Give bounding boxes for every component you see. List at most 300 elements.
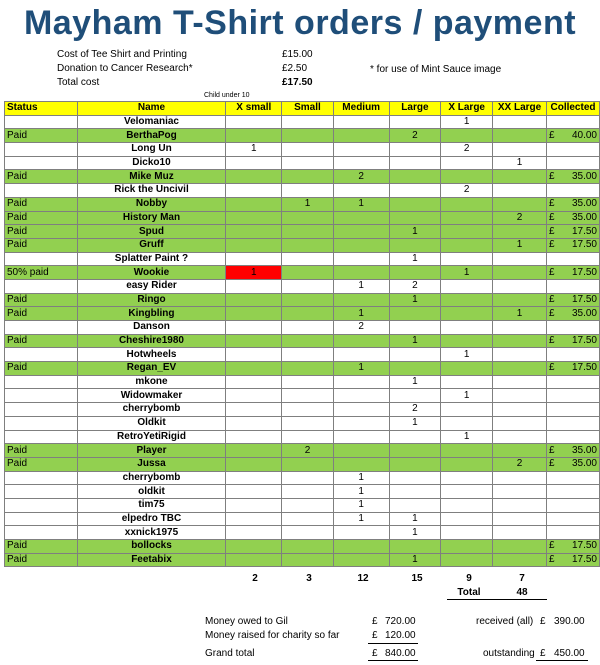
qty-cell-m <box>333 266 389 280</box>
qty-cell-m <box>333 252 389 266</box>
qty-cell-l: 2 <box>389 129 441 143</box>
qty-cell-xl: 1 <box>441 348 493 362</box>
qty-cell-xs <box>226 553 282 567</box>
qty-cell-s: 1 <box>282 197 334 211</box>
collected-cell <box>546 238 599 252</box>
header-medium: Medium <box>333 102 389 116</box>
collected-currency: £ <box>548 239 555 251</box>
qty-cell-xl <box>441 279 493 293</box>
qty-cell-xxl <box>493 115 547 129</box>
qty-cell-l: 1 <box>389 225 441 239</box>
collected-cell <box>546 115 599 129</box>
column-total-xxl: 7 <box>519 573 525 584</box>
qty-cell-m <box>333 293 389 307</box>
qty-cell-xxl <box>493 252 547 266</box>
qty-cell-s <box>282 115 334 129</box>
header-xxlarge: XX Large <box>493 102 547 116</box>
name-cell: Dicko10 <box>77 156 226 170</box>
qty-cell-l <box>389 540 441 554</box>
qty-cell-xxl <box>493 375 547 389</box>
name-cell: History Man <box>77 211 226 225</box>
subtotal-rule <box>368 643 418 644</box>
qty-cell-m <box>333 375 389 389</box>
qty-cell-xs <box>226 279 282 293</box>
status-cell: Paid <box>5 197 78 211</box>
collected-cell <box>546 293 599 307</box>
status-cell <box>5 279 78 293</box>
qty-cell-s <box>282 266 334 280</box>
table-row <box>5 471 600 485</box>
table-row <box>5 375 600 389</box>
footnote: * for use of Mint Sauce image <box>370 64 502 75</box>
qty-cell-m <box>333 156 389 170</box>
collected-currency: £ <box>548 198 555 210</box>
collected-cell <box>546 197 599 211</box>
qty-cell-xs <box>226 389 282 403</box>
qty-cell-s <box>282 334 334 348</box>
collected-cell <box>546 389 599 403</box>
table-row <box>5 184 600 198</box>
collected-cell <box>546 184 599 198</box>
qty-cell-s <box>282 526 334 540</box>
table-row <box>5 553 600 567</box>
qty-cell-m <box>333 540 389 554</box>
collected-value: 17.50 <box>571 266 597 278</box>
qty-cell-s <box>282 375 334 389</box>
name-cell: Jussa <box>77 457 226 471</box>
qty-cell-l: 1 <box>389 416 441 430</box>
table-row <box>5 252 600 266</box>
qty-cell-xxl <box>493 416 547 430</box>
qty-cell-m: 1 <box>333 362 389 376</box>
name-cell: Danson <box>77 321 226 335</box>
qty-cell-xs <box>226 115 282 129</box>
qty-cell-l <box>389 197 441 211</box>
name-cell: xxnick1975 <box>77 526 226 540</box>
table-row <box>5 143 600 157</box>
qty-cell-m <box>333 457 389 471</box>
owed-value: 720.00 <box>385 616 416 627</box>
cost-value-total: £17.50 <box>282 77 313 88</box>
qty-cell-xl <box>441 444 493 458</box>
collected-value: 17.50 <box>571 362 597 374</box>
collected-value: 35.00 <box>571 458 597 470</box>
cost-label-donation: Donation to Cancer Research* <box>57 63 193 74</box>
owed-label: Money owed to Gil <box>205 616 288 627</box>
qty-cell-s <box>282 389 334 403</box>
qty-cell-m <box>333 553 389 567</box>
grand-value: 840.00 <box>385 648 416 659</box>
qty-cell-l <box>389 485 441 499</box>
qty-cell-m: 1 <box>333 197 389 211</box>
qty-cell-m <box>333 115 389 129</box>
qty-cell-m: 1 <box>333 471 389 485</box>
status-cell: Paid <box>5 225 78 239</box>
qty-cell-xs <box>226 375 282 389</box>
qty-cell-xxl <box>493 485 547 499</box>
collected-cell <box>546 321 599 335</box>
qty-cell-xs <box>226 129 282 143</box>
qty-cell-m: 1 <box>333 498 389 512</box>
qty-cell-xl <box>441 553 493 567</box>
qty-cell-xl <box>441 498 493 512</box>
qty-cell-xs <box>226 156 282 170</box>
table-row <box>5 485 600 499</box>
qty-cell-xxl <box>493 444 547 458</box>
qty-cell-l: 1 <box>389 512 441 526</box>
status-cell <box>5 375 78 389</box>
qty-cell-xl <box>441 403 493 417</box>
status-cell <box>5 252 78 266</box>
table-row <box>5 129 600 143</box>
collected-currency: £ <box>548 266 555 278</box>
qty-cell-xxl <box>493 266 547 280</box>
cost-label-shirt: Cost of Tee Shirt and Printing <box>57 49 187 60</box>
received-currency: £ <box>540 616 546 627</box>
name-cell: Long Un <box>77 143 226 157</box>
table-row <box>5 389 600 403</box>
qty-cell-xs <box>226 321 282 335</box>
name-cell: Nobby <box>77 197 226 211</box>
status-cell <box>5 156 78 170</box>
name-cell: Oldkit <box>77 416 226 430</box>
collected-value: 17.50 <box>571 293 597 305</box>
received-label: received (all) <box>476 616 534 627</box>
qty-cell-xxl <box>493 430 547 444</box>
collected-cell <box>546 266 599 280</box>
status-cell: Paid <box>5 238 78 252</box>
collected-value: 17.50 <box>571 239 597 251</box>
qty-cell-xl <box>441 225 493 239</box>
qty-cell-xs <box>226 540 282 554</box>
qty-cell-xxl <box>493 225 547 239</box>
qty-cell-xxl <box>493 348 547 362</box>
qty-cell-xxl <box>493 321 547 335</box>
qty-cell-xl <box>441 238 493 252</box>
qty-cell-s <box>282 293 334 307</box>
qty-cell-xxl: 2 <box>493 211 547 225</box>
name-cell: Velomaniac <box>77 115 226 129</box>
page-title: Mayham T-Shirt orders / payment <box>23 4 577 42</box>
collected-cell <box>546 129 599 143</box>
qty-cell-xs <box>226 252 282 266</box>
status-cell: 50% paid <box>5 266 78 280</box>
qty-cell-m <box>333 430 389 444</box>
collected-cell <box>546 430 599 444</box>
status-cell: Paid <box>5 211 78 225</box>
qty-cell-s <box>282 553 334 567</box>
collected-currency: £ <box>548 540 555 552</box>
qty-cell-xl <box>441 307 493 321</box>
name-cell: BerthaPog <box>77 129 226 143</box>
qty-cell-l <box>389 348 441 362</box>
table-row <box>5 238 600 252</box>
collected-value: 17.50 <box>571 540 597 552</box>
qty-cell-l: 1 <box>389 252 441 266</box>
qty-cell-xxl <box>493 553 547 567</box>
name-cell: Splatter Paint ? <box>77 252 226 266</box>
qty-cell-s <box>282 129 334 143</box>
table-row <box>5 279 600 293</box>
qty-cell-xl <box>441 485 493 499</box>
collected-currency: £ <box>548 307 555 319</box>
qty-cell-xl <box>441 252 493 266</box>
qty-cell-m <box>333 416 389 430</box>
qty-cell-s <box>282 321 334 335</box>
status-cell <box>5 389 78 403</box>
qty-cell-xxl <box>493 279 547 293</box>
name-cell: RetroYetiRigid <box>77 430 226 444</box>
qty-cell-s <box>282 211 334 225</box>
qty-cell-l <box>389 362 441 376</box>
status-cell: Paid <box>5 540 78 554</box>
qty-cell-xl: 1 <box>441 115 493 129</box>
table-row <box>5 225 600 239</box>
grand-rule <box>368 660 418 661</box>
cost-value-donation: £2.50 <box>282 63 308 74</box>
table-row <box>5 321 600 335</box>
qty-cell-xxl <box>493 362 547 376</box>
qty-cell-l <box>389 238 441 252</box>
status-cell: Paid <box>5 307 78 321</box>
table-row <box>5 266 600 280</box>
table-row <box>5 307 600 321</box>
qty-cell-xs <box>226 170 282 184</box>
grand-currency: £ <box>372 648 378 659</box>
charity-value: 120.00 <box>385 630 416 641</box>
qty-cell-m: 2 <box>333 170 389 184</box>
table-row <box>5 526 600 540</box>
qty-cell-l <box>389 115 441 129</box>
status-cell <box>5 512 78 526</box>
name-cell: Ringo <box>77 293 226 307</box>
column-total-m: 12 <box>357 573 369 584</box>
name-cell: tim75 <box>77 498 226 512</box>
qty-cell-m <box>333 129 389 143</box>
table-row <box>5 156 600 170</box>
qty-cell-s <box>282 485 334 499</box>
name-cell: mkone <box>77 375 226 389</box>
qty-cell-s <box>282 170 334 184</box>
qty-cell-xxl <box>493 184 547 198</box>
collected-value: 35.00 <box>571 170 597 182</box>
qty-cell-l <box>389 471 441 485</box>
status-cell <box>5 430 78 444</box>
qty-cell-l: 2 <box>389 279 441 293</box>
total-rule <box>447 599 547 600</box>
qty-cell-s <box>282 540 334 554</box>
qty-cell-xl: 1 <box>441 389 493 403</box>
qty-cell-xl <box>441 471 493 485</box>
qty-cell-l <box>389 156 441 170</box>
header-collected: Collected <box>546 102 599 116</box>
qty-cell-m <box>333 184 389 198</box>
status-cell <box>5 184 78 198</box>
qty-cell-xs: 1 <box>226 266 282 280</box>
collected-value: 35.00 <box>571 307 597 319</box>
table-row <box>5 362 600 376</box>
outstanding-label: outstanding <box>483 648 535 659</box>
collected-cell <box>546 457 599 471</box>
qty-cell-xxl <box>493 334 547 348</box>
collected-cell <box>546 279 599 293</box>
name-cell: Kingbling <box>77 307 226 321</box>
qty-cell-xl <box>441 362 493 376</box>
name-cell: bollocks <box>77 540 226 554</box>
collected-cell <box>546 471 599 485</box>
header-row <box>5 102 600 116</box>
qty-cell-xl: 2 <box>441 184 493 198</box>
collected-cell <box>546 444 599 458</box>
qty-cell-s <box>282 252 334 266</box>
qty-cell-l <box>389 389 441 403</box>
status-cell: Paid <box>5 553 78 567</box>
status-cell <box>5 321 78 335</box>
qty-cell-xs <box>226 512 282 526</box>
header-small: Small <box>282 102 334 116</box>
qty-cell-s <box>282 362 334 376</box>
name-cell: cherrybomb <box>77 471 226 485</box>
name-cell: Mike Muz <box>77 170 226 184</box>
collected-currency: £ <box>548 444 555 456</box>
qty-cell-l <box>389 444 441 458</box>
grand-count: 48 <box>516 587 528 598</box>
collected-cell <box>546 403 599 417</box>
qty-cell-l <box>389 184 441 198</box>
qty-cell-l <box>389 498 441 512</box>
collected-cell <box>546 362 599 376</box>
column-total-l: 15 <box>411 573 423 584</box>
qty-cell-xl <box>441 375 493 389</box>
qty-cell-s <box>282 225 334 239</box>
qty-cell-xl <box>441 211 493 225</box>
collected-cell <box>546 375 599 389</box>
collected-cell <box>546 553 599 567</box>
collected-cell <box>546 252 599 266</box>
status-cell: Paid <box>5 362 78 376</box>
qty-cell-xl <box>441 321 493 335</box>
table-row <box>5 211 600 225</box>
collected-currency: £ <box>548 554 555 566</box>
qty-cell-xs <box>226 293 282 307</box>
qty-cell-l: 1 <box>389 526 441 540</box>
table-row <box>5 512 600 526</box>
qty-cell-xs <box>226 362 282 376</box>
qty-cell-xl: 2 <box>441 143 493 157</box>
qty-cell-xs <box>226 498 282 512</box>
status-cell <box>5 403 78 417</box>
qty-cell-xl <box>441 526 493 540</box>
qty-cell-xs <box>226 348 282 362</box>
qty-cell-l: 1 <box>389 293 441 307</box>
status-cell: Paid <box>5 457 78 471</box>
qty-cell-xxl: 1 <box>493 307 547 321</box>
qty-cell-s <box>282 307 334 321</box>
collected-cell <box>546 526 599 540</box>
qty-cell-xxl <box>493 471 547 485</box>
outstanding-value: 450.00 <box>554 648 585 659</box>
qty-cell-l <box>389 321 441 335</box>
collected-cell <box>546 307 599 321</box>
collected-cell <box>546 540 599 554</box>
qty-cell-xxl <box>493 143 547 157</box>
qty-cell-xxl <box>493 526 547 540</box>
child-note: Child under 10 <box>204 92 250 99</box>
name-cell: Gruff <box>77 238 226 252</box>
charity-currency: £ <box>372 630 378 641</box>
header-large: Large <box>389 102 441 116</box>
qty-cell-xs <box>226 526 282 540</box>
collected-cell <box>546 512 599 526</box>
qty-cell-xs <box>226 444 282 458</box>
qty-cell-l <box>389 457 441 471</box>
collected-cell <box>546 170 599 184</box>
name-cell: Spud <box>77 225 226 239</box>
table-row <box>5 293 600 307</box>
qty-cell-xxl <box>493 293 547 307</box>
qty-cell-xxl <box>493 540 547 554</box>
qty-cell-m <box>333 348 389 362</box>
qty-cell-l <box>389 430 441 444</box>
table-row <box>5 170 600 184</box>
qty-cell-xxl <box>493 389 547 403</box>
qty-cell-s <box>282 348 334 362</box>
collected-cell <box>546 416 599 430</box>
qty-cell-m: 2 <box>333 321 389 335</box>
charity-label: Money raised for charity so far <box>205 630 340 641</box>
collected-cell <box>546 211 599 225</box>
qty-cell-m <box>333 143 389 157</box>
name-cell: Regan_EV <box>77 362 226 376</box>
qty-cell-s: 2 <box>282 444 334 458</box>
qty-cell-xs <box>226 225 282 239</box>
name-cell: Cheshire1980 <box>77 334 226 348</box>
received-value: 390.00 <box>554 616 585 627</box>
table-row <box>5 403 600 417</box>
collected-value: 17.50 <box>571 335 597 347</box>
collected-cell <box>546 225 599 239</box>
collected-cell <box>546 156 599 170</box>
collected-value: 17.50 <box>571 225 597 237</box>
total-label: Total <box>457 587 481 598</box>
status-cell <box>5 143 78 157</box>
table-row <box>5 444 600 458</box>
qty-cell-xl <box>441 540 493 554</box>
table-row <box>5 197 600 211</box>
table-row <box>5 540 600 554</box>
status-cell <box>5 115 78 129</box>
qty-cell-m <box>333 389 389 403</box>
qty-cell-xxl <box>493 197 547 211</box>
collected-cell <box>546 498 599 512</box>
outstanding-rule <box>536 660 588 661</box>
qty-cell-m <box>333 444 389 458</box>
name-cell: Feetabix <box>77 553 226 567</box>
owed-currency: £ <box>372 616 378 627</box>
status-cell: Paid <box>5 293 78 307</box>
table-row <box>5 430 600 444</box>
status-cell: Paid <box>5 170 78 184</box>
header-xsmall: X small <box>226 102 282 116</box>
collected-currency: £ <box>548 225 555 237</box>
qty-cell-xxl <box>493 170 547 184</box>
qty-cell-s <box>282 457 334 471</box>
qty-cell-l <box>389 143 441 157</box>
qty-cell-xl <box>441 293 493 307</box>
table-row <box>5 115 600 129</box>
header-name: Name <box>77 102 226 116</box>
status-cell: Paid <box>5 444 78 458</box>
